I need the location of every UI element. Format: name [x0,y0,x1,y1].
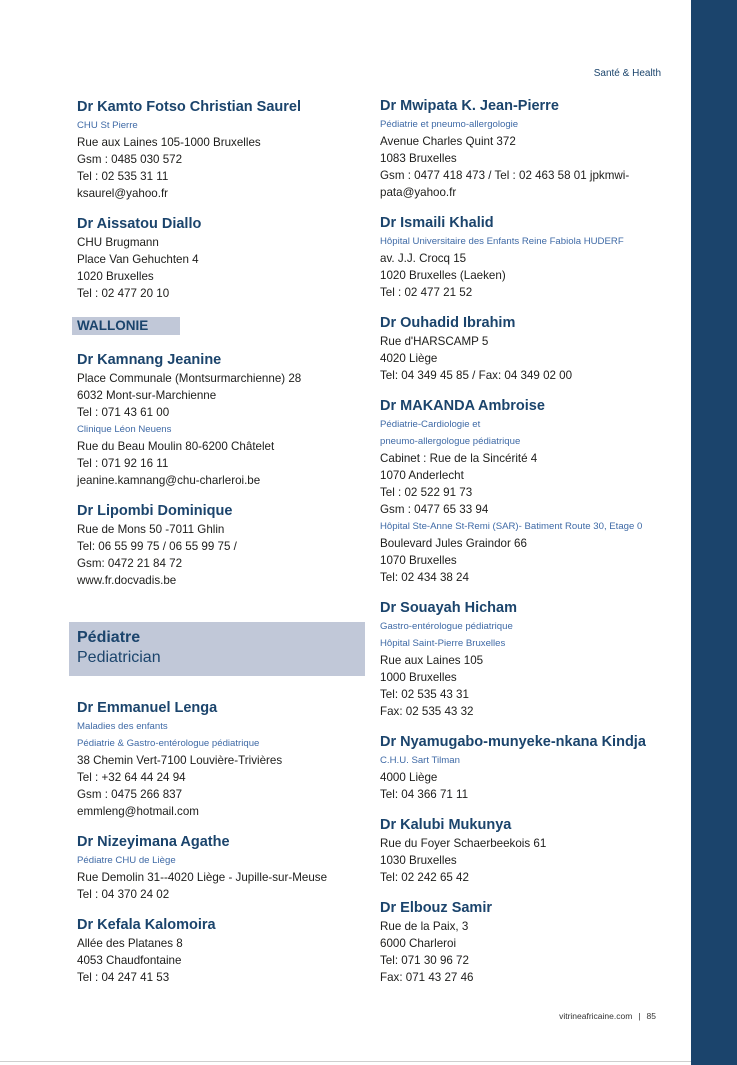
doctor-detail: Tel : 02 522 91 73 [380,486,473,499]
doctor-name: Dr Emmanuel Lenga [77,700,218,716]
doctor-detail: Cabinet : Rue de la Sincérité 4 [380,452,538,465]
doctor-detail: 1030 Bruxelles [380,854,457,867]
doctor-detail: Tel: 02 434 38 24 [380,571,469,584]
doctor-entry [380,214,670,301]
doctor-affiliation: Pédiatrie & Gastro-entérologue pédiatrique [77,738,260,749]
doctor-entry [77,215,367,302]
doctor-detail: Place Van Gehuchten 4 [77,253,199,266]
doctor-detail: Gsm : 0477 418 473 / Tel : 02 463 58 01 jpkmwi- [380,169,630,182]
doctor-detail: Gsm : 0475 266 837 [77,788,183,801]
doctor-affiliation: Clinique Léon Neuens [77,424,172,435]
section-tag: Santé & Health [593,68,661,79]
doctor-entry [380,314,670,384]
doctor-detail: Rue Demolin 31--4020 Liège - Jupille-sur-Meuse [77,871,328,884]
doctor-detail: CHU Brugmann [77,236,159,249]
doctor-detail: 38 Chemin Vert-7100 Louvière-Trivières [77,754,283,767]
doctor-entry [77,833,367,903]
doctor-detail: Allée des Platanes 8 [77,937,183,950]
section-title-fr: Pédiatre [77,629,141,646]
doctor-detail: Tel : +32 64 44 24 94 [77,771,186,784]
doctor-detail: 1070 Bruxelles [380,554,457,567]
doctor-detail: 4053 Chaudfontaine [77,954,182,967]
doctor-detail: pata@yahoo.fr [380,186,457,199]
doctor-detail: Rue d'HARSCAMP 5 [380,335,489,348]
doctor-detail: Tel: 04 366 71 11 [380,788,469,801]
doctor-entry [77,916,367,986]
doctor-detail: Boulevard Jules Graindor 66 [380,537,527,550]
doctor-detail: Rue du Beau Moulin 80-6200 Châtelet [77,440,275,453]
doctor-detail: 6032 Mont-sur-Marchienne [77,389,217,402]
doctor-entry [77,699,367,820]
doctor-name: Dr Kefala Kalomoira [77,917,216,933]
doctor-name: Dr Souayah Hicham [380,600,517,616]
doctor-affiliation: C.H.U. Sart Tilman [380,755,460,766]
doctor-name: Dr Elbouz Samir [380,900,492,916]
page-number: 85 [646,1011,656,1021]
right-column [380,97,670,999]
doctor-name: Dr Nyamugabo-munyeke-nkana Kindja [380,734,646,750]
doctor-detail: Tel: 02 242 65 42 [380,871,469,884]
doctor-name: Dr Aissatou Diallo [77,216,202,232]
doctor-detail: Fax: 071 43 27 46 [380,971,474,984]
left-column-top [77,98,367,315]
doctor-detail: Tel : 04 247 41 53 [77,971,170,984]
doctor-affiliation: Pédiatrie et pneumo-allergologie [380,119,519,130]
doctor-detail: Gsm : 0477 65 33 94 [380,503,489,516]
doctor-affiliation: CHU St Pierre [77,120,138,131]
doctor-name: Dr Mwipata K. Jean-Pierre [380,98,559,114]
doctor-detail: Tel : 071 92 16 11 [77,457,169,470]
doctor-name: Dr Lipombi Dominique [77,503,233,519]
doctor-detail: 1020 Bruxelles (Laeken) [380,269,506,282]
doctor-name: Dr Kamnang Jeanine [77,352,222,368]
doctor-affiliation: Hôpital Ste-Anne St-Remi (SAR)- Batiment Route 30, Etage 0 [380,521,643,532]
bottom-divider [0,1061,691,1062]
doctor-name: Dr Ismaili Khalid [380,215,494,231]
doctor-detail: 1020 Bruxelles [77,270,154,283]
doctor-entry [380,899,670,986]
doctor-name: Dr Kamto Fotso Christian Saurel [77,99,301,115]
doctor-detail: ksaurel@yahoo.fr [77,187,169,200]
doctor-affiliation: Hôpital Saint-Pierre Bruxelles [380,638,506,649]
doctor-detail: Tel : 02 477 21 52 [380,286,473,299]
doctor-detail: 6000 Charleroi [380,937,457,950]
doctor-detail: Tel : 02 477 20 10 [77,287,170,300]
doctor-detail: Tel: 02 535 43 31 [380,688,469,701]
doctor-entry [380,97,670,201]
left-column-pediatre [77,699,367,999]
doctor-name: Dr MAKANDA Ambroise [380,398,545,414]
doctor-entry [380,397,670,586]
doctor-detail: Rue du Foyer Schaerbeekois 61 [380,837,547,850]
doctor-detail: Tel: 04 349 45 85 / Fax: 04 349 02 00 [380,369,573,382]
doctor-detail: www.fr.docvadis.be [77,574,177,587]
doctor-affiliation: Maladies des enfants [77,721,168,732]
doctor-affiliation: Gastro-entérologue pédiatrique [380,621,513,632]
doctor-detail: 1070 Anderlecht [380,469,464,482]
doctor-entry [77,351,367,489]
doctor-detail: av. J.J. Crocq 15 [380,252,467,265]
doctor-detail: Place Communale (Montsurmarchienne) 28 [77,372,302,385]
doctor-detail: Gsm: 0472 21 84 72 [77,557,183,570]
doctor-name: Dr Nizeyimana Agathe [77,834,230,850]
footer-separator: | [638,1011,641,1021]
doctor-entry [380,816,670,886]
doctor-detail: Tel : 071 43 61 00 [77,406,170,419]
left-column-wallonie [77,351,367,602]
doctor-detail: Tel : 02 535 31 11 [77,170,169,183]
doctor-detail: Tel : 04 370 24 02 [77,888,170,901]
doctor-entry [380,599,670,720]
doctor-detail: 4020 Liège [380,352,438,365]
doctor-detail: 1083 Bruxelles [380,152,457,165]
doctor-entry [77,98,367,202]
doctor-detail: Rue aux Laines 105 [380,654,484,667]
footer-site: vitrineafricaine.com [559,1011,633,1021]
doctor-name: Dr Ouhadid Ibrahim [380,315,516,331]
doctor-affiliation: Hôpital Universitaire des Enfants Reine Fabiola HUDERF [380,236,624,247]
section-title-en: Pediatrician [77,649,161,666]
doctor-detail: emmleng@hotmail.com [77,805,199,818]
section-heading-pediatre [69,622,365,676]
region-heading-wallonie: WALLONIE [72,317,180,335]
doctor-detail: Tel: 06 55 99 75 / 06 55 99 75 / [77,540,237,553]
doctor-detail: Gsm : 0485 030 572 [77,153,183,166]
doctor-detail: Avenue Charles Quint 372 [380,135,516,148]
doctor-name: Dr Kalubi Mukunya [380,817,512,833]
doctor-entry [380,733,670,803]
doctor-detail: 4000 Liège [380,771,438,784]
doctor-affiliation: Pédiatrie-Cardiologie et [380,419,481,430]
page-edge-band [691,0,737,1065]
doctor-entry [77,502,367,589]
doctor-detail: Fax: 02 535 43 32 [380,705,474,718]
page-footer [559,1011,656,1021]
doctor-detail: jeanine.kamnang@chu-charleroi.be [77,474,261,487]
doctor-affiliation: Pédiatre CHU de Liège [77,855,176,866]
doctor-detail: Tel: 071 30 96 72 [380,954,469,967]
doctor-detail: Rue de la Paix, 3 [380,920,469,933]
doctor-detail: Rue aux Laines 105-1000 Bruxelles [77,136,261,149]
doctor-affiliation: pneumo-allergologue pédiatrique [380,436,521,447]
doctor-detail: Rue de Mons 50 -7011 Ghlin [77,523,225,536]
doctor-detail: 1000 Bruxelles [380,671,457,684]
